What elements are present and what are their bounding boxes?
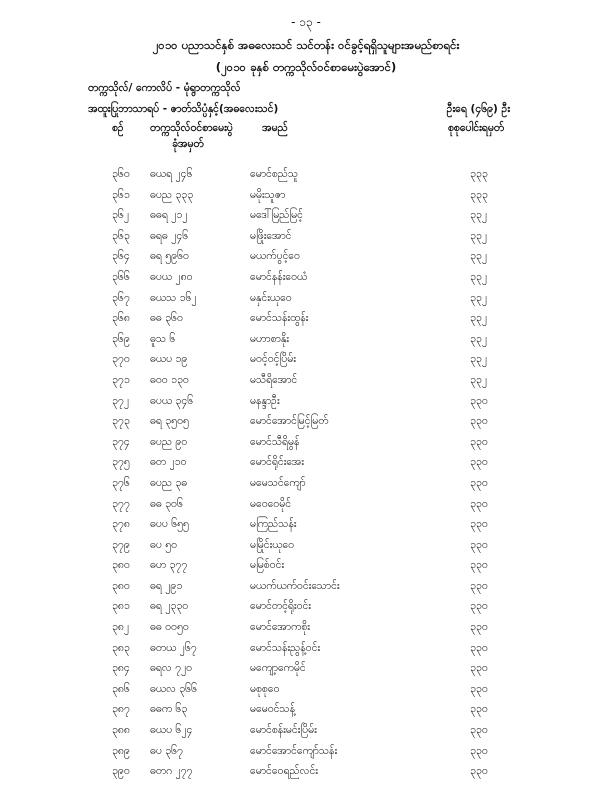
row-exam-id: ဓတယ ၂၆၇	[150, 641, 197, 654]
table-row	[0, 600, 612, 621]
row-exam-id: ဓယရ ၂၄၆	[150, 168, 193, 180]
row-exam-id: ဓပည ၃၃၃	[150, 188, 194, 201]
table-row	[0, 436, 612, 457]
row-name: မောင်အောင်ကျော်သန်း	[250, 744, 338, 757]
row-name: မမြိုင်းယုဝေ	[250, 538, 295, 551]
row-number: ၃၉၀	[112, 765, 130, 778]
row-exam-id: ဓဟ ၃၇၇	[150, 559, 188, 572]
row-name: မသီရိအောင်	[250, 373, 298, 386]
table-row	[0, 477, 612, 498]
row-number: ၃၇၀	[112, 353, 130, 366]
row-score: ၃၃၂	[470, 250, 487, 263]
row-number: ၃၈၆	[112, 682, 130, 695]
row-score: ၃၃၀	[470, 394, 488, 407]
row-name: မောင်စည်သူ	[250, 168, 299, 180]
row-name: မမြစ်ဝင်း	[250, 559, 285, 572]
row-exam-id: ဓပည ၃ဓ	[150, 476, 188, 489]
table-row	[0, 621, 612, 642]
row-exam-id: ဓူသ ၆	[150, 332, 176, 345]
results-table	[0, 168, 612, 786]
row-score: ၃၃၀	[470, 641, 488, 654]
table-row	[0, 580, 612, 601]
row-name: မဒေါ်မြည်မြင့်	[250, 209, 304, 222]
table-row	[0, 518, 612, 539]
row-exam-id: ဓဓက ၆၃	[150, 703, 188, 716]
row-number: ၃၈၉	[112, 744, 130, 757]
row-score: ၃၃၂	[470, 229, 487, 242]
row-score: ၃၃၂	[470, 291, 487, 304]
row-name: မယက်ယက်ဝင်းသောင်း	[250, 579, 340, 592]
table-row	[0, 683, 612, 704]
row-score: ၃၃၀	[470, 538, 488, 551]
row-score: ၃၃၀	[470, 579, 488, 592]
row-score: ၃၃၀	[470, 744, 488, 757]
row-number: ၃၆၉	[112, 332, 130, 345]
table-row	[0, 312, 612, 333]
row-score: ၃၃၀	[470, 724, 488, 737]
row-number: ၃၆၄	[112, 250, 130, 263]
row-number: ၃၇၄	[112, 435, 130, 448]
row-exam-id: ဓယသ ၁၆၂	[150, 291, 197, 304]
row-name: မမေသင်ကျော်	[250, 476, 306, 489]
row-score: ၃၃၀	[470, 703, 488, 716]
table-row	[0, 250, 612, 271]
cutoff-label: ဦးရေ (၄၆၉) ဦး	[446, 103, 510, 115]
document-subtitle: (၂၀၁၀ ခုနှစ် တက္ကသိုလ်ဝင်စာမေးပွဲအောင်)	[215, 60, 397, 74]
row-exam-id: ဓရဓ ၂၄၆	[150, 229, 189, 242]
table-row	[0, 539, 612, 560]
row-exam-id: ဓရ ၃၅၀၅	[150, 415, 189, 428]
row-name: မောင်အောင်မြင့်မြတ်	[250, 415, 329, 428]
row-score: ၃၃၀	[470, 559, 488, 572]
row-name: မဝင့်ဝင့်ပြိမ်း	[250, 353, 296, 366]
row-score: ၃၃၂	[470, 373, 487, 386]
row-name: မောင်စန်းမင်းပြိမ်း	[250, 724, 317, 737]
subject-label: အထူးပြုဘာသာရပ် - ဇာတ်သိပ္ပံနှင့်(အဓလေးသင်)	[88, 103, 279, 115]
row-name: မနန္ဒာဦး	[250, 394, 280, 407]
table-row	[0, 353, 612, 374]
row-number: ၃၈၂	[112, 621, 130, 634]
row-number: ၃၆၃	[112, 229, 130, 242]
row-number: ၃၈၃	[112, 641, 130, 654]
row-score: ၃၃၂	[470, 270, 487, 283]
row-exam-id: ဓရ ၂၉၁	[150, 579, 183, 592]
row-score: ၃၃၀	[470, 662, 488, 675]
row-exam-id: ဓရ ၅၉၆၀	[150, 250, 189, 263]
row-score: ၃၃၂	[470, 209, 487, 222]
row-exam-id: ဓပပ ၆၅၅	[150, 518, 189, 531]
row-exam-id: ဓရ ၂၃၃၀	[150, 600, 189, 613]
row-number: ၃၆၇	[112, 291, 130, 304]
row-name: မောင်နန်းဝေယံ	[250, 270, 308, 283]
row-name: မောင်သီရိမွန်	[250, 435, 300, 448]
row-name: မမိုးသူဇာ	[250, 188, 286, 201]
row-exam-id: ဓယလ ၃၆၆	[150, 682, 197, 695]
row-exam-id: ဓယပ ၆၂၄	[150, 724, 193, 737]
table-row	[0, 333, 612, 354]
row-exam-id: ဓတ ၂၁၀	[150, 456, 187, 469]
row-name: မဖြိုးအောင်	[250, 229, 292, 242]
table-row	[0, 703, 612, 724]
table-row	[0, 724, 612, 745]
row-name: မကျေ့ာကေမိုင်	[250, 662, 306, 675]
row-number: ၃၆၁	[112, 188, 130, 201]
table-row	[0, 209, 612, 230]
row-number: ၃၇၅	[112, 456, 130, 469]
header-name: အမည်	[262, 122, 288, 134]
row-number: ၃၈၇	[112, 703, 130, 716]
row-exam-id: ဓဓ ၃၀၆	[150, 497, 183, 510]
row-number: ၃၆၆	[112, 270, 130, 283]
row-number: ၃၇၁	[112, 373, 130, 386]
row-number: ၃၈၈	[112, 724, 130, 737]
row-score: ၃၃၀	[470, 415, 488, 428]
table-row	[0, 498, 612, 519]
row-score: ၃၃၀	[470, 435, 488, 448]
row-score: ၃၃၀	[470, 765, 488, 778]
header-score: စုစုပေါင်းရမှတ်	[448, 122, 505, 134]
row-name: မောင်ရိုင်းအေး	[250, 456, 304, 469]
row-name: မကြည်သန်း	[250, 518, 297, 531]
row-exam-id: ဓပ ၃၆၇	[150, 744, 183, 757]
row-name: မမေဝင်သန့်	[250, 703, 296, 716]
row-number: ၃၇၇	[112, 497, 130, 510]
row-score: ၃၃၀	[470, 497, 488, 510]
table-row	[0, 642, 612, 663]
row-name: မောင်သန်းညွန့်ဝင်း	[250, 641, 321, 654]
row-number: ၃၈၀	[112, 559, 130, 572]
table-row	[0, 189, 612, 210]
row-number: ၃၈၄	[112, 662, 130, 675]
row-exam-id: ဓဓရ ၂၁၂	[150, 209, 188, 222]
row-score: ၃၃၂	[470, 353, 487, 366]
row-exam-id: ဓပယ ၂၈၀	[150, 270, 193, 283]
table-row	[0, 559, 612, 580]
row-number: ၃၆၂	[112, 209, 129, 222]
row-score: ၃၃၀	[470, 476, 488, 489]
table-row	[0, 271, 612, 292]
row-score: ၃၃၀	[470, 518, 488, 531]
table-row	[0, 374, 612, 395]
table-row	[0, 168, 612, 189]
row-name: မယက်ပွင့်ဝေ	[250, 250, 300, 263]
row-name: မောင်တင့်ရိုးဝင်း	[250, 600, 311, 613]
row-exam-id: ဓပည ၉၀	[150, 435, 188, 448]
row-score: ၃၃၃	[470, 168, 488, 180]
table-row	[0, 230, 612, 251]
row-score: ၃၃၀	[470, 621, 488, 634]
table-row	[0, 395, 612, 416]
header-no: စဉ်	[112, 122, 124, 134]
row-score: ၃၃၀	[470, 682, 488, 695]
table-row	[0, 415, 612, 436]
row-number: ၃၇၉	[112, 538, 130, 551]
row-exam-id: ဓယပ ၁၉	[150, 353, 188, 366]
row-score: ၃၃၃	[470, 188, 488, 201]
row-exam-id: ဓဓ ၀၀၅၀	[150, 621, 189, 634]
document-title: ၂၀၁၀ ပညာသင်နှစ် အဓလေးသင် သင်တန်း ဝင်ခွင့်ရရှိသူများအမည်စာရင်း	[152, 38, 460, 52]
row-number: ၃၇၆	[112, 476, 130, 489]
row-name: မဟာစာနိုး	[250, 332, 289, 345]
row-name: မောင်သန်းထွန်း	[250, 312, 309, 325]
table-row	[0, 765, 612, 786]
row-name: မောင်အောကစိုး	[250, 621, 310, 634]
row-number: ၃၆၀	[112, 168, 130, 180]
row-number: ၃၇၂	[112, 394, 129, 407]
row-exam-id: ဓရလ ၇၂၀	[150, 662, 193, 675]
row-exam-id: ဓတဂ ၂၇၇	[150, 765, 193, 778]
row-score: ၃၃၀	[470, 600, 488, 613]
row-number: ၃၈၁	[112, 600, 130, 613]
page-number: - ၁၃ -	[291, 15, 321, 29]
row-exam-id: ဓဝဝ ၁၃၀	[150, 373, 189, 386]
institution-label: တက္ကသိုလ်/ ကောလိပ် - မုံရွာတက္ကသိုလ်	[88, 82, 241, 94]
row-exam-id: ဓပယ ၃၄၆	[150, 394, 194, 407]
row-score: ၃၃၂	[470, 312, 487, 325]
row-score: ၃၃၀	[470, 456, 488, 469]
table-row	[0, 292, 612, 313]
table-row	[0, 662, 612, 683]
row-name: မောင်ဝေရည်လင်း	[250, 765, 318, 778]
table-row	[0, 456, 612, 477]
row-exam-id: ဓပ ၅၀	[150, 538, 178, 551]
row-number: ၃၇၈	[112, 518, 130, 531]
row-number: ၃၈၀	[112, 579, 130, 592]
table-row	[0, 745, 612, 766]
row-name: မဝေဝေမိုင်	[250, 497, 292, 510]
header-exam-id: တက္ကသိုလ်ဝင်စာမေးပွဲ	[150, 122, 233, 134]
row-number: ၃၆၈	[112, 312, 130, 325]
row-score: ၃၃၂	[470, 332, 487, 345]
row-name: မစုစုဝေ	[250, 682, 280, 695]
row-name: မနှင်းယုဝေ	[250, 291, 292, 304]
header-exam-id-line2: ခုံအမှတ်	[172, 138, 204, 150]
row-number: ၃၇၃	[112, 415, 130, 428]
row-exam-id: ဓဓ ၃၆၀	[150, 312, 183, 325]
